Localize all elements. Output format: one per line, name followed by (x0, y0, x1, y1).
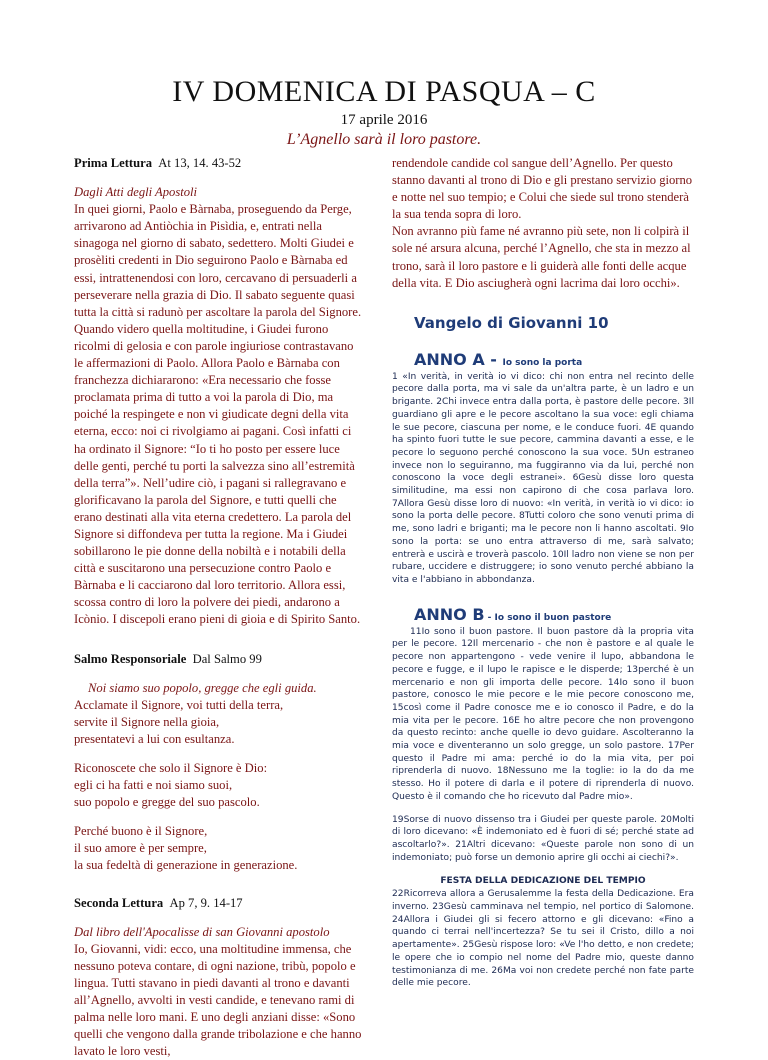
seconda-ref: Ap 7, 9. 14-17 (169, 895, 243, 910)
festa-text (392, 888, 694, 990)
salmo-line: il suo amore è per sempre, (74, 841, 207, 856)
seconda-continuation (392, 155, 694, 292)
salmo-stanza (74, 697, 364, 748)
page-motto: L’Agnello sarà il loro pastore. (286, 131, 482, 148)
seconda-source: Dal libro dell'Apocalisse di san Giovanni apostolo (74, 924, 330, 939)
salmo-stanza (74, 760, 364, 811)
prima-source: Dagli Atti degli Apostoli (74, 185, 198, 200)
festa-heading: FESTA DELLA DEDICAZIONE DEL TEMPIO (440, 876, 646, 887)
salmo-line: Acclamate il Signore, voi tutti della terra, (74, 697, 284, 712)
anno-a-label: ANNO A - (414, 349, 503, 369)
seconda-label: Seconda Lettura (74, 895, 164, 910)
anno-b-subtitle: - Io sono il buon pastore (484, 612, 612, 623)
salmo-line: la sua fedeltà di generazione in generazione. (74, 858, 298, 873)
page-title: IV DOMENICA DI PASQUA – C (172, 75, 596, 108)
prima-label: Prima Lettura (74, 156, 152, 170)
salmo-refrain: Noi siamo suo popolo, gregge che egli guida. (88, 680, 317, 695)
salmo-line: servite il Signore nella gioia, (74, 714, 220, 729)
anno-a-subtitle: Io sono la porta (502, 357, 583, 368)
salmo-line: presentatevi a lui con esultanza. (74, 731, 235, 746)
salmo-line: Riconoscete che solo il Signore è Dio: (74, 761, 268, 775)
salmo-line: Perché buono è il Signore, (74, 824, 208, 839)
seconda-heading (74, 895, 364, 912)
salmo-label: Salmo Responsoriale (74, 651, 187, 666)
prima-text: In quei giorni, Paolo e Bàrnaba, proseguendo da Perge, arrivarono ad Antiòchia in Pisìdia, e, entrati nella sinagoga nel giorno di sabato, sedettero. Molti Giudei e prosèliti credenti in Dio seguirono Paolo e Bàrnaba ed essi, intrattenendosi con loro, cercavano di persuaderli a perseverare nella grazia di Dio. Il sabato seguente quasi tutta la città si radunò per ascoltare la parola del Signore. Quando videro quella moltitudine, i Giudei furono ricolmi di gelosia e con parole ingiuriose contrastavano le affermazioni di Paolo. Allora Paolo e Bàrnaba con franchezza dichiararono: «Era necessario che fosse proclamata prima di tutto a voi la parola di Dio, ma poiché la respingete e non vi giudicate degni della vita eterna, ecco: noi ci rivolgiamo ai pagani. Così infatti ci ha ordinato il Signore: “Io ti ho posto per essere luce delle genti, perché tu porti la salvezza sino all’estremità della terra”». Nell’udire ciò, i pagani si rallegravano e glorificavano la parola del Signore, e tutti quelli che erano destinati alla vita eterna credettero. La parola del Signore si diffondeva per tutta la regione. Ma i Giudei sobillarono le pie donne della nobiltà e i notabili della città e suscitarono una persecuzione contro Paolo e Bàrnaba e li cacciarono dal loro territorio. Allora essi, scossa contro di loro la polvere dei piedi, andarono a Icònio. I discepoli erano pieni di gioia e di Spirito Santo. (74, 202, 362, 627)
anno-a-paragraph: 1 «In verità, in verità io vi dico: chi non entra nel recinto delle pecore dalla porta, ma vi sale da un'altra parte, è un ladro e un brigante. 2Chi invece entra dalla porta, è pastore delle pecore. 3Il guardiano gli apre e le pecore ascoltano la sua voce: egli chiama le sue pecore, ciascuna per nome, e le conduce fuori. 4E quando ha spinto fuori tutte le sue pecore, cammina davanti a esse, e le pecore lo seguono perché conoscono la sua voce. 5Un estraneo invece non lo seguiranno, ma fuggiranno via da lui, perché non conoscono la voce degli estranei». 6Gesù disse loro questa similitudine, ma essi non capirono di che cosa parlava loro. 7Allora Gesù disse loro di nuovo: «In verità, in verità io vi dico: io sono la porta delle pecore. 8Tutti coloro che sono venuti prima di me, sono ladri e briganti; ma le pecore non li hanno ascoltati. 9Io sono la porta: se uno entra attraverso di me, sarà salvato; entrerà e uscirà e troverà pascolo. 10Il ladro non viene se non per rubare, uccidere e distruggere; io sono venuto perché abbiano la vita e l'abbiano in abbondanza. (392, 371, 694, 585)
anno-a-heading (414, 350, 694, 369)
festa-paragraph: 22Ricorreva allora a Gerusalemme la festa della Dedicazione. Era inverno. 23Gesù camminava nel tempio, nel portico di Salomone. 24Allora i Giudei gli si fecero attorno e gli dicevano: «Fino a quando ci terrai nell'incertezza? Se tu sei il Cristo, dillo a noi apertamente». 25Gesù rispose loro: «Ve l'ho detto, e non credete; le opere che io compio nel nome del Padre mio, queste danno testimonianza di me. 26Ma voi non credete perché non fate parte delle mie pecore. (392, 889, 694, 989)
seconda-cont-1: rendendole candide col sangue dell’Agnello. Per questo stanno davanti al trono di Dio e gli prestano servizio giorno e notte nel suo tempio; e Colui che siede sul trono stenderà la sua tenda sopra di loro. (392, 156, 693, 222)
anno-b-paragraph-2: 19Sorse di nuovo dissenso tra i Giudei per queste parole. 20Molti di loro dicevano: «È indemoniato ed è fuori di sé; perché state ad ascoltarlo?». 21Altri dicevano: «Queste parole non sono di un indemoniato; può forse un demonio aprire gli occhi ai ciechi?». (392, 814, 694, 863)
salmo-heading (74, 651, 364, 668)
salmo-line: egli ci ha fatti e noi siamo suoi, (74, 778, 233, 793)
salmo-ref: Dal Salmo 99 (192, 651, 262, 666)
left-column (74, 155, 364, 1060)
prima-ref: At 13, 14. 43-52 (158, 156, 242, 170)
anno-b-heading (414, 605, 694, 624)
anno-a-text (392, 371, 694, 587)
anno-b-text (392, 626, 694, 865)
vangelo-title: Vangelo di Giovanni 10 (414, 313, 609, 332)
seconda-text: Io, Giovanni, vidi: ecco, una moltitudine immensa, che nessuno poteva contare, di ogni nazione, tribù, popolo e lingua. Tutti stavano in piedi davanti al trono e davanti all’Agnello, avvolti in vesti candide, e tenevano rami di palma nelle loro mani. E uno degli anziani disse: «Sono quelli che vengono dalla grande tribolazione e che hanno lavato le loro vesti, (74, 941, 362, 1059)
prima-heading (74, 155, 364, 172)
anno-b-label: ANNO B (414, 604, 485, 624)
seconda-cont-2: Non avranno più fame né avranno più sete, non li colpirà il sole né arsura alcuna, perché l’Agnello, che sta in mezzo al trono, sarà il loro pastore e li guiderà alle fonti delle acque della vita. E Dio asciugherà ogni lacrima dai loro occhi». (392, 224, 691, 290)
salmo-stanza (74, 823, 364, 874)
page-header (0, 74, 768, 150)
right-column (392, 155, 694, 990)
anno-b-paragraph: 11Io sono il buon pastore. Il buon pastore dà la propria vita per le pecore. 12Il mercenario - che non è pastore e al quale le pecore non appartengono - vede venire il lupo, abbandona le pecore e fugge, e il lupo le rapisce e le disperde; 13perché è un mercenario e non gli importa delle pecore. 14Io sono il buon pastore, conosco le mie pecore e le mie pecore conoscono me, 15così come il Padre conosce me e io conosco il Padre, e do la mia vita per le pecore. 16E ho altre pecore che non provengono da questo recinto: anche quelle io devo guidare. Ascolteranno la mia voce e diventeranno un solo gregge, un solo pastore. 17Per questo il Padre mi ama: perché io do la mia vita, per poi riprenderla di nuovo. 18Nessuno me la toglie: io la do da me stesso. Ho il potere di darla e il potere di riprenderla di nuovo. Questo è il comando che ho ricevuto dal Padre mio». (392, 626, 694, 802)
salmo-line: suo popolo e gregge del suo pascolo. (74, 795, 260, 810)
page-date: 17 aprile 2016 (340, 112, 428, 128)
